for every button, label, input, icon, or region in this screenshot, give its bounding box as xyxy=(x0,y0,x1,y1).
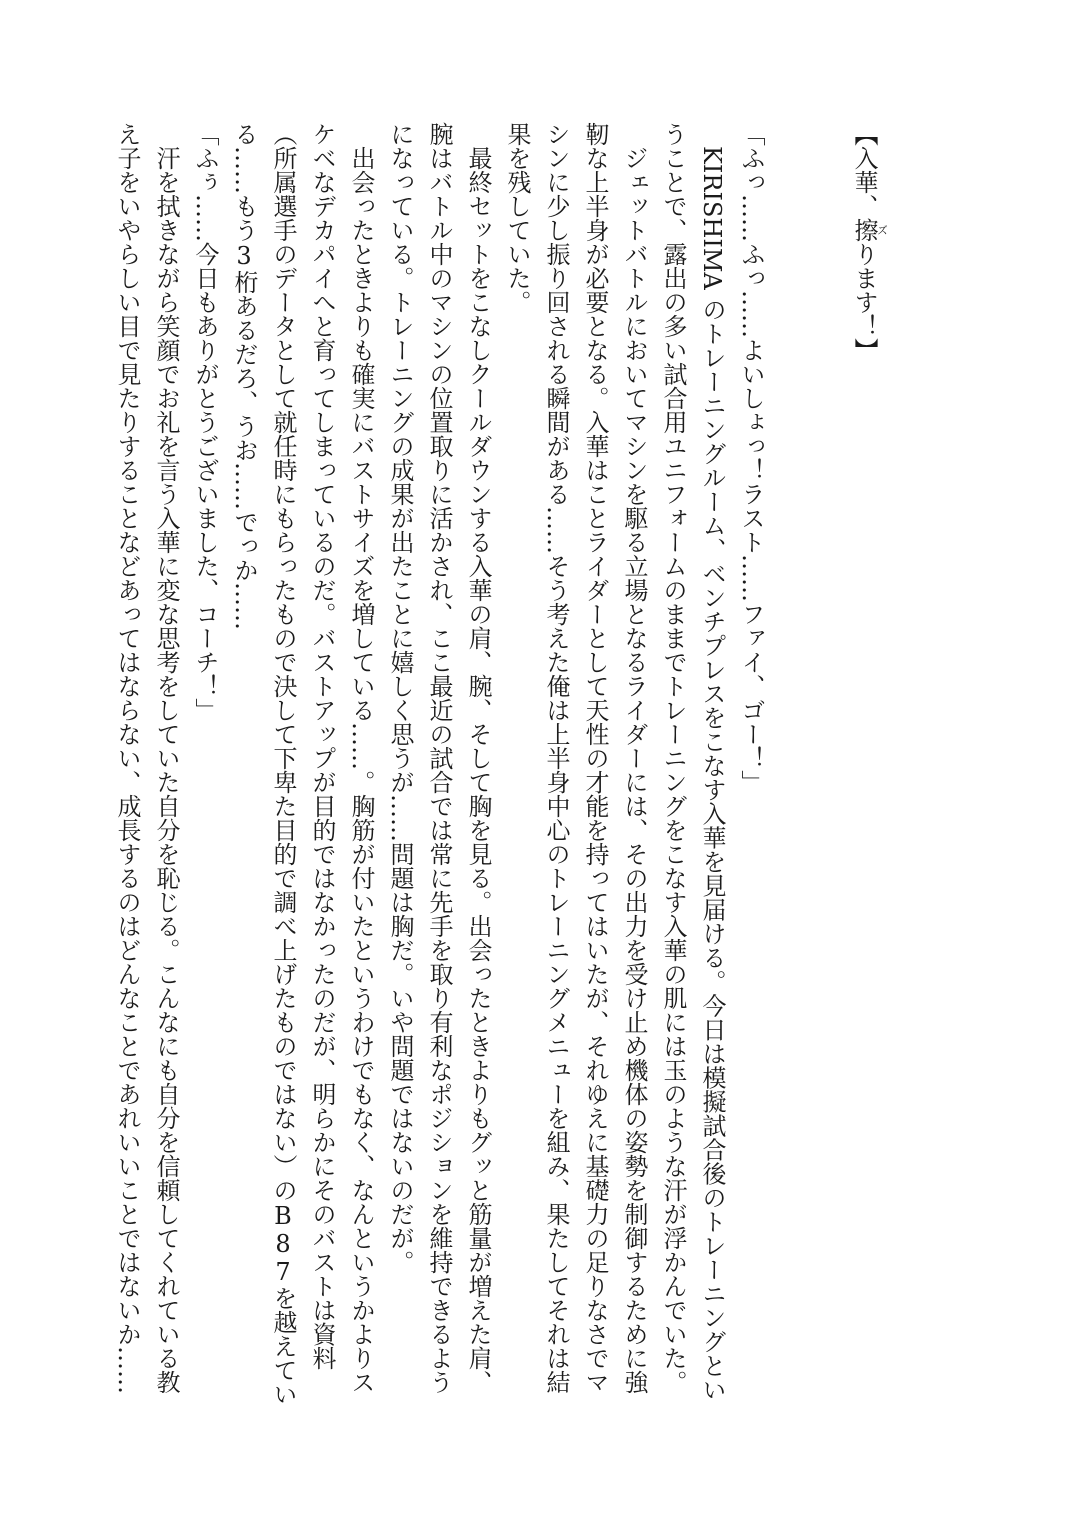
story-line-16: 汗を拭きながら笑顔でお礼を言う入華に変な思考をしていた自分を恥じる。こんなにも自分を信頼してくれている教 xyxy=(152,146,180,1394)
story-line-14: る……もう3桁あるだろ、うお……でっか…… xyxy=(230,122,258,630)
story-line-11: 出会ったときよりも確実にバストサイズを増している……。胸筋が付いたというわけでもなく、なんというかよりス xyxy=(347,146,375,1394)
story-line-12: ケベなデカパイへと育ってしまっているのだ。バストアップが目的ではなかったのだが、明らかにそのバストは資料 xyxy=(308,122,336,1370)
story-line-3: うことで、露出の多い試合用ユニフォームのままでトレーニングをこなす入華の肌には玉のような汗が浮かんでいた。 xyxy=(659,122,687,1394)
story-line-7: 果を残していた。 xyxy=(503,122,531,314)
story-line-10: になっている。トレーニングの成果が出たことに嬉しく思うが……問題は胸だ。いや問題ではないのだが。 xyxy=(386,122,414,1274)
chapter-title-ruby xyxy=(850,218,889,242)
story-line-2: KIRISHIMA のトレーニングルーム、ベンチプレスをこなす入華を見届ける。今日は模擬試合後のトレーニングとい xyxy=(698,146,726,1402)
story-line-6: シンに少し振り回される瞬間がある……そう考えた俺は上半身中心のトレーニングメニューを組み、果たしてそれは結 xyxy=(542,122,570,1394)
ruby-base: 擦 xyxy=(850,218,878,242)
story-line-4: ジェットバトルにおいてマシンを駆る立場となるライダーには、その出力を受け止め機体の姿勢を制御するために強 xyxy=(620,146,648,1394)
ruby-annotation: ズ xyxy=(875,218,889,242)
vertical-text-block xyxy=(107,122,888,1406)
chapter-title-prefix: 【入華、 xyxy=(850,122,878,218)
story-line-13: （所属選手のデータとして就任時にもらったもので決して下卑た目的で調べ上げたものではない）のB87を越えてい xyxy=(269,122,297,1406)
story-line-15: 「ふぅ……今日もありがとうございました、コーチ！」 xyxy=(191,122,219,722)
chapter-title-suffix: ります！】 xyxy=(850,242,878,362)
story-line-1: 「ふっ……ふっ……よいしょっ！ラスト……ファイ、ゴー！」 xyxy=(737,122,765,794)
story-line-8: 最終セットをこなしクールダウンする入華の肩、腕、そして胸を見る。出会ったときよりもグッと筋量が増えた肩、 xyxy=(464,146,492,1394)
story-line-5: 靭な上半身が必要となる。入華はことライダーとして天性の才能を持ってはいたが、それゆえに基礎力の足りなさでマ xyxy=(581,122,609,1394)
story-line-17: え子をいやらしい目で見たりすることなどあってはならない、成長するのはどんなことであれいいことではないか…… xyxy=(113,122,141,1394)
chapter-title xyxy=(844,122,888,1406)
story-line-9: 腕はバトル中のマシンの位置取りに活かされ、ここ最近の試合では常に先手を取り有利なポジションを維持できるよう xyxy=(425,122,453,1394)
